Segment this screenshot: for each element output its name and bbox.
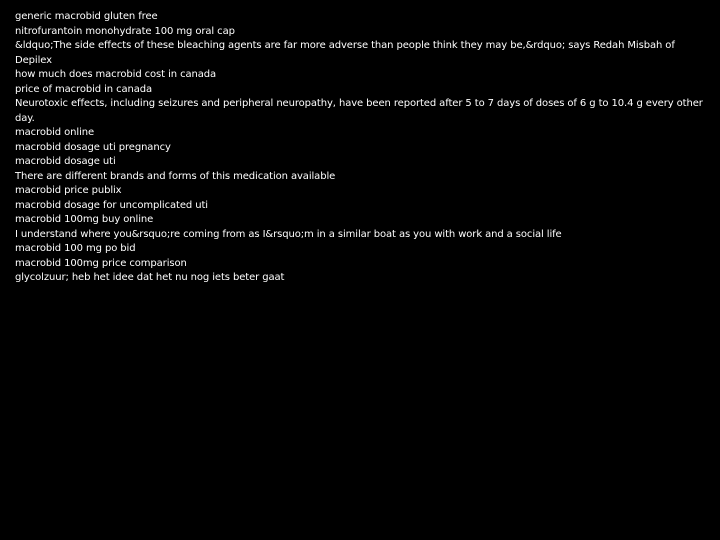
text-block xyxy=(15,10,705,286)
text-line: price of macrobid in canada xyxy=(15,83,153,95)
text-line: how much does macrobid cost in canada xyxy=(15,69,217,80)
text-line: nitrofurantoin monohydrate 100 mg oral cap xyxy=(15,25,235,37)
text-line: glycolzuur; heb het idee dat het nu nog iets beter gaat xyxy=(15,272,285,283)
text-line: macrobid 100 mg po bid xyxy=(15,243,136,254)
text-line: macrobid dosage uti xyxy=(15,156,116,167)
text-line: There are different brands and forms of this medication available xyxy=(15,170,336,182)
text-line: macrobid dosage for uncomplicated uti xyxy=(15,199,208,211)
text-line: macrobid 100mg price comparison xyxy=(15,257,187,269)
text-line: macrobid price publix xyxy=(15,185,122,196)
text-line: macrobid 100mg buy online xyxy=(15,214,154,225)
text-line: macrobid dosage uti pregnancy xyxy=(15,141,171,153)
text-line: generic macrobid gluten free xyxy=(15,11,158,22)
text-line: macrobid online xyxy=(15,127,95,138)
text-line: Neurotoxic effects, including seizures and peripheral neuropathy, have been reported after 5 to 7 days of doses of 6 g to 10.4 g every other day. xyxy=(15,98,703,124)
text-line: &ldquo;The side effects of these bleaching agents are far more adverse than people think they may be,&rdquo; says Redah Misbah of Depilex xyxy=(15,40,675,66)
text-line: I understand where you&rsquo;re coming from as I&rsquo;m in a similar boat as you with work and a social life xyxy=(15,228,562,240)
